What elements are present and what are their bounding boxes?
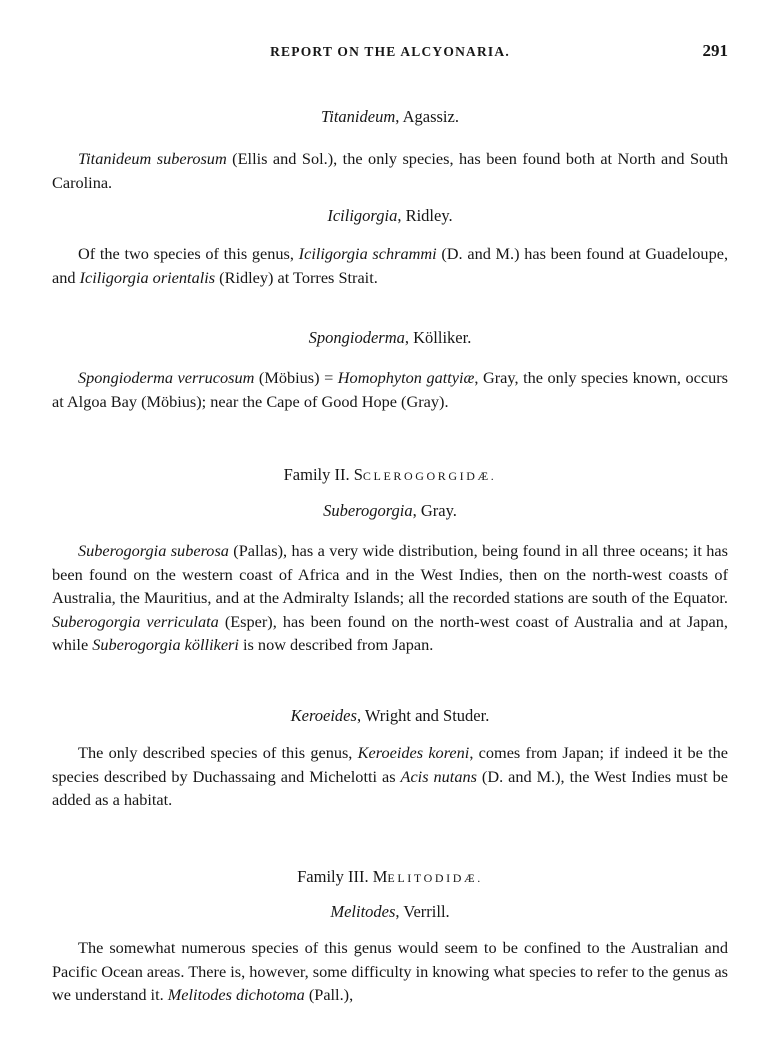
genus-authority: , Verrill.	[395, 902, 450, 921]
paragraph-text: (Möbius) =	[254, 368, 338, 387]
genus-authority: , Kölliker.	[404, 328, 472, 347]
genus-heading-melitodes	[52, 902, 728, 922]
paragraph-text: The only described species of this genus,	[78, 743, 358, 762]
family-initial: S	[353, 465, 363, 484]
genus-heading-iciligorgia	[52, 206, 728, 226]
paragraph-melitodes	[52, 936, 728, 1007]
family-name-smallcaps: CLEROGORGIDÆ.	[362, 469, 497, 483]
paragraph-text: (Pallas), has a very wide distribution, being found in all three oceans; it has been found on the western coast of Africa and in the West Indies, then on the north-west coasts of Australia, the Mauritius, and at the Admiralty Islands; all the recorded stations are south of the Equator.	[52, 541, 728, 607]
genus-name: Iciligorgia	[327, 206, 398, 225]
species-name: Titanideum suberosum	[78, 149, 227, 168]
family-prefix: Family III.	[297, 867, 373, 886]
paragraph-suberogorgia	[52, 539, 728, 657]
page-header	[52, 41, 728, 68]
family-initial: M	[372, 867, 388, 886]
genus-heading-titanideum	[52, 107, 728, 127]
paragraph-text: (D. and M.), the West Indies must be added as a habitat.	[52, 766, 728, 809]
paragraph-iciligorgia	[52, 242, 728, 289]
genus-authority: , Gray.	[412, 501, 457, 520]
genus-heading-keroeides	[52, 706, 728, 726]
paragraph-text: (Ellis and Sol.), the only species, has been found both at North and South Carolina.	[52, 149, 728, 192]
paragraph-spongioderma	[52, 366, 728, 413]
running-title: REPORT ON THE ALCYONARIA.	[270, 44, 510, 59]
genus-authority: , Wright and Studer.	[356, 706, 490, 725]
species-name: Suberogorgia köllikeri	[92, 635, 239, 654]
paragraph-text: The somewhat numerous species of this genus would seem to be confined to the Australian and Pacific Ocean areas. There is, however, some difficulty in knowing what species to refer to the genus as we understand it.	[52, 938, 729, 1004]
paragraph-text: , comes from Japan; if indeed it be the species described by Duchassaing and Michelotti as	[52, 743, 728, 786]
genus-heading-spongioderma	[52, 328, 728, 348]
paragraph-text: Of the two species of this genus,	[78, 244, 299, 263]
genus-name: Spongioderma	[308, 328, 405, 347]
species-name: Suberogorgia verriculata	[52, 611, 219, 631]
paragraph-text: is now described from Japan.	[238, 635, 434, 654]
family-prefix: Family II.	[283, 465, 354, 484]
family-heading-melitodidae	[52, 867, 728, 887]
genus-authority: , Ridley.	[397, 206, 453, 225]
species-name: Melitodes dichotoma	[167, 985, 305, 1004]
species-name: Suberogorgia suberosa	[78, 541, 229, 560]
paragraph-text: , Gray, the only species known, occurs at Algoa Bay (Möbius); near the Cape of Good Hope (Gray).	[52, 368, 728, 411]
species-name: Keroeides koreni	[357, 743, 470, 762]
species-name: Iciligorgia schrammi	[298, 244, 437, 263]
genus-name: Melitodes	[330, 902, 396, 921]
family-heading-sclerogorgidae	[52, 465, 728, 485]
species-name: Homophyton gattyiæ	[337, 368, 475, 387]
paragraph-keroeides	[52, 741, 728, 812]
paragraph-text: (Esper), has been found on the north-west coast of Australia and at Japan, while	[52, 611, 728, 654]
species-name: Acis nutans	[400, 766, 477, 786]
paragraph-titanideum	[52, 147, 728, 194]
family-name-smallcaps: ELITODIDÆ.	[387, 871, 483, 885]
genus-name: Titanideum	[321, 107, 396, 126]
genus-heading-suberogorgia	[52, 501, 728, 521]
species-name: Spongioderma verrucosum	[78, 368, 255, 387]
genus-name: Suberogorgia	[323, 501, 413, 520]
genus-authority: , Agassiz.	[395, 107, 459, 126]
paragraph-text: (Ridley) at Torres Strait.	[215, 267, 378, 287]
paragraph-text: (Pall.),	[304, 985, 354, 1004]
genus-name: Keroeides	[290, 706, 357, 725]
page-number: 291	[702, 41, 728, 60]
species-name: Iciligorgia orientalis	[79, 267, 216, 287]
paragraph-text: (D. and M.) has been found at Guadeloupe, and	[52, 244, 729, 287]
